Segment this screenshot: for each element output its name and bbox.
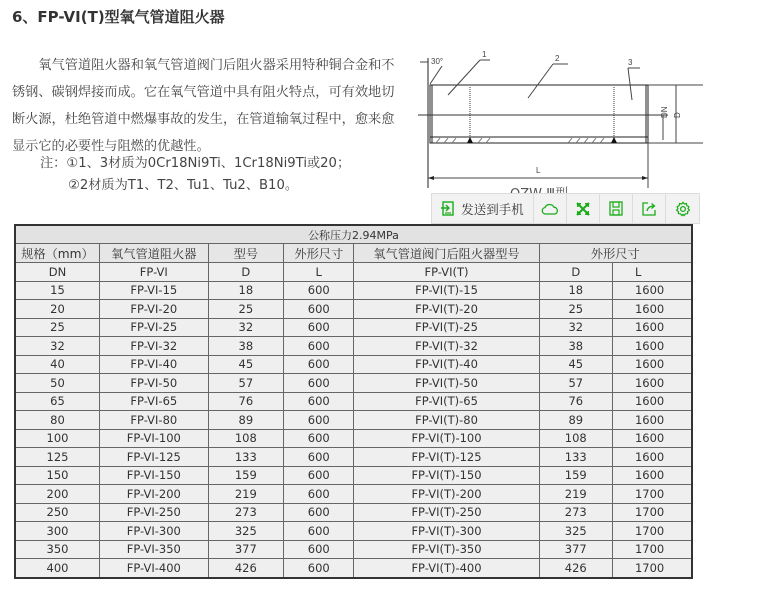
description-paragraph <box>12 52 402 160</box>
cell-valve-arrester-model: FP-VI(T)-65 <box>354 392 539 411</box>
table-row <box>15 503 692 522</box>
figure-caption <box>510 183 568 193</box>
cell-l2: 1700 <box>612 540 692 559</box>
cell-l: 600 <box>284 318 354 337</box>
cell-d2: 38 <box>539 337 612 356</box>
cell-d: 25 <box>208 300 283 319</box>
cell-l2: 1600 <box>612 411 692 430</box>
cell-d2: 133 <box>539 448 612 467</box>
cell-l2: 1600 <box>612 281 692 300</box>
cell-d2: 25 <box>539 300 612 319</box>
cell-l2: 1600 <box>612 337 692 356</box>
cell-valve-arrester-model: FP-VI(T)-15 <box>354 281 539 300</box>
cell-d2: 108 <box>539 429 612 448</box>
table-row <box>15 559 692 578</box>
cell-d2: 89 <box>539 411 612 430</box>
cell-valve-arrester-model: FP-VI(T)-350 <box>354 540 539 559</box>
cell-arrester-model: FP-VI-25 <box>99 318 208 337</box>
cell-dn: 65 <box>15 392 99 411</box>
send-to-phone-button[interactable] <box>432 194 534 223</box>
cell-arrester-model: FP-VI-150 <box>99 466 208 485</box>
cell-l: 600 <box>284 337 354 356</box>
send-to-phone-label: 发送到手机 <box>461 201 524 217</box>
cell-dn: 15 <box>15 281 99 300</box>
header-size: 规格（mm） <box>15 244 99 263</box>
floating-toolbar <box>431 193 700 224</box>
table-row <box>15 411 692 430</box>
header-dimensions: 外形尺寸 <box>284 244 354 263</box>
cell-valve-arrester-model: FP-VI(T)-50 <box>354 374 539 393</box>
svg-text:3: 3 <box>628 58 633 67</box>
cell-arrester-model: FP-VI-250 <box>99 503 208 522</box>
cell-d: 57 <box>208 374 283 393</box>
description-text: 氧气管道阻火器和氧气管道阀门后阻火器采用特种铜合金和不锈钢、碳钢焊接而成。它在氧气管道中具有阻火特点，可有效地切断火源，杜绝管道中燃爆事故的发生，在管道输氧过程中，愈来愈显示它的必要性与阻燃的优越性。 <box>12 58 395 154</box>
table-header-row <box>15 244 692 263</box>
header-model: 型号 <box>208 244 283 263</box>
cell-dn: 80 <box>15 411 99 430</box>
fullscreen-button[interactable] <box>567 194 600 223</box>
subheader-d2: D <box>539 263 612 282</box>
cell-l: 600 <box>284 355 354 374</box>
cell-l: 600 <box>284 466 354 485</box>
cell-l: 600 <box>284 448 354 467</box>
table-caption-row <box>15 225 692 244</box>
cell-dn: 50 <box>15 374 99 393</box>
cell-d: 159 <box>208 466 283 485</box>
table-row <box>15 374 692 393</box>
cell-l2: 1600 <box>612 392 692 411</box>
cell-arrester-model: FP-VI-50 <box>99 374 208 393</box>
material-note-2: ②2材质为T1、T2、Tu1、Tu2、B10。 <box>68 178 299 193</box>
cell-l2: 1600 <box>612 448 692 467</box>
cell-d: 377 <box>208 540 283 559</box>
material-note-1: 注：①1、3材质为0Cr18Ni9Ti、1Cr18Ni9Ti或20； <box>40 156 351 171</box>
table-row <box>15 300 692 319</box>
cell-d2: 76 <box>539 392 612 411</box>
save-icon <box>609 201 623 216</box>
cell-l2: 1600 <box>612 374 692 393</box>
subheader-fp-vi: FP-VI <box>99 263 208 282</box>
cell-l2: 1600 <box>612 300 692 319</box>
cell-d2: 45 <box>539 355 612 374</box>
cell-dn: 350 <box>15 540 99 559</box>
cell-l: 600 <box>284 485 354 504</box>
cell-d2: 57 <box>539 374 612 393</box>
cell-l2: 1600 <box>612 318 692 337</box>
cell-dn: 400 <box>15 559 99 578</box>
subheader-dn: DN <box>15 263 99 282</box>
cell-valve-arrester-model: FP-VI(T)-40 <box>354 355 539 374</box>
send-to-phone-icon <box>441 201 455 216</box>
table-row <box>15 429 692 448</box>
cell-arrester-model: FP-VI-20 <box>99 300 208 319</box>
cell-l: 600 <box>284 281 354 300</box>
cell-d2: 219 <box>539 485 612 504</box>
header-valve-arrester-model: 氧气管道阀门后阻火器型号 <box>354 244 539 263</box>
cell-dn: 150 <box>15 466 99 485</box>
cell-l2: 1700 <box>612 522 692 541</box>
cell-valve-arrester-model: FP-VI(T)-20 <box>354 300 539 319</box>
cell-l: 600 <box>284 522 354 541</box>
cell-d: 108 <box>208 429 283 448</box>
cell-valve-arrester-model: FP-VI(T)-25 <box>354 318 539 337</box>
cell-d: 32 <box>208 318 283 337</box>
svg-text:DN: DN <box>660 106 669 118</box>
pressure-caption: 公称压力2.94MPa <box>15 225 692 244</box>
cell-arrester-model: FP-VI-40 <box>99 355 208 374</box>
cell-d: 76 <box>208 392 283 411</box>
cell-valve-arrester-model: FP-VI(T)-125 <box>354 448 539 467</box>
table-row <box>15 392 692 411</box>
cell-l2: 1700 <box>612 503 692 522</box>
cell-valve-arrester-model: FP-VI(T)-400 <box>354 559 539 578</box>
cell-l: 600 <box>284 300 354 319</box>
cell-arrester-model: FP-VI-32 <box>99 337 208 356</box>
svg-text:1: 1 <box>482 50 487 59</box>
fullscreen-icon <box>576 202 590 216</box>
cell-arrester-model: FP-VI-80 <box>99 411 208 430</box>
cell-d: 426 <box>208 559 283 578</box>
cell-valve-arrester-model: FP-VI(T)-200 <box>354 485 539 504</box>
cell-arrester-model: FP-VI-400 <box>99 559 208 578</box>
cell-arrester-model: FP-VI-350 <box>99 540 208 559</box>
header-dimensions-2: 外形尺寸 <box>539 244 692 263</box>
table-row <box>15 281 692 300</box>
cell-d2: 426 <box>539 559 612 578</box>
cell-valve-arrester-model: FP-VI(T)-250 <box>354 503 539 522</box>
cell-dn: 40 <box>15 355 99 374</box>
cell-dn: 25 <box>15 318 99 337</box>
table-row <box>15 466 692 485</box>
cell-l: 600 <box>284 411 354 430</box>
cell-arrester-model: FP-VI-300 <box>99 522 208 541</box>
subheader-l2: L <box>612 263 692 282</box>
cell-d: 273 <box>208 503 283 522</box>
cell-arrester-model: FP-VI-65 <box>99 392 208 411</box>
cell-valve-arrester-model: FP-VI(T)-300 <box>354 522 539 541</box>
settings-icon <box>675 201 691 217</box>
cell-d: 45 <box>208 355 283 374</box>
share-button[interactable] <box>633 194 666 223</box>
cell-valve-arrester-model: FP-VI(T)-80 <box>354 411 539 430</box>
cell-l: 600 <box>284 374 354 393</box>
cell-d: 18 <box>208 281 283 300</box>
subheader-fp-vi-t: FP-VI(T) <box>354 263 539 282</box>
svg-text:2: 2 <box>555 54 560 63</box>
cell-d2: 325 <box>539 522 612 541</box>
table-row <box>15 540 692 559</box>
settings-button[interactable] <box>666 194 699 223</box>
table-row <box>15 355 692 374</box>
cell-l2: 1600 <box>612 429 692 448</box>
cell-valve-arrester-model: FP-VI(T)-32 <box>354 337 539 356</box>
cell-l2: 1600 <box>612 355 692 374</box>
cell-d2: 32 <box>539 318 612 337</box>
cell-dn: 20 <box>15 300 99 319</box>
cell-arrester-model: FP-VI-200 <box>99 485 208 504</box>
cell-d2: 159 <box>539 466 612 485</box>
cell-arrester-model: FP-VI-100 <box>99 429 208 448</box>
cell-d: 89 <box>208 411 283 430</box>
cloud-icon <box>541 203 559 215</box>
table-row <box>15 448 692 467</box>
cell-dn: 250 <box>15 503 99 522</box>
cell-d2: 18 <box>539 281 612 300</box>
share-icon <box>642 201 657 216</box>
table-subheader-row <box>15 263 692 282</box>
cell-d2: 377 <box>539 540 612 559</box>
cell-l: 600 <box>284 429 354 448</box>
section-title: 6、FP-VI(T)型氧气管道阻火器 <box>12 8 225 26</box>
table-row <box>15 485 692 504</box>
cell-l2: 1600 <box>612 466 692 485</box>
subheader-l: L <box>284 263 354 282</box>
cell-dn: 32 <box>15 337 99 356</box>
cloud-button[interactable] <box>534 194 567 223</box>
cell-l2: 1700 <box>612 559 692 578</box>
cell-dn: 200 <box>15 485 99 504</box>
svg-text:D: D <box>673 112 682 118</box>
cell-d: 38 <box>208 337 283 356</box>
header-pipe-arrester: 氧气管道阻火器 <box>99 244 208 263</box>
spec-table <box>14 224 693 579</box>
cell-l: 600 <box>284 540 354 559</box>
cell-d2: 273 <box>539 503 612 522</box>
cell-valve-arrester-model: FP-VI(T)-150 <box>354 466 539 485</box>
cell-valve-arrester-model: FP-VI(T)-100 <box>354 429 539 448</box>
table-row <box>15 522 692 541</box>
cell-d: 325 <box>208 522 283 541</box>
flame-arrester-drawing <box>418 40 708 190</box>
cell-l: 600 <box>284 559 354 578</box>
cell-arrester-model: FP-VI-125 <box>99 448 208 467</box>
cell-dn: 100 <box>15 429 99 448</box>
angle-label: 30° <box>431 57 444 66</box>
svg-text:L: L <box>536 166 541 175</box>
cell-l2: 1700 <box>612 485 692 504</box>
cell-l: 600 <box>284 503 354 522</box>
cell-arrester-model: FP-VI-15 <box>99 281 208 300</box>
table-row <box>15 318 692 337</box>
cell-d: 219 <box>208 485 283 504</box>
save-button[interactable] <box>600 194 633 223</box>
cell-l: 600 <box>284 392 354 411</box>
subheader-d: D <box>208 263 283 282</box>
cell-d: 133 <box>208 448 283 467</box>
cell-dn: 125 <box>15 448 99 467</box>
cell-dn: 300 <box>15 522 99 541</box>
table-row <box>15 337 692 356</box>
